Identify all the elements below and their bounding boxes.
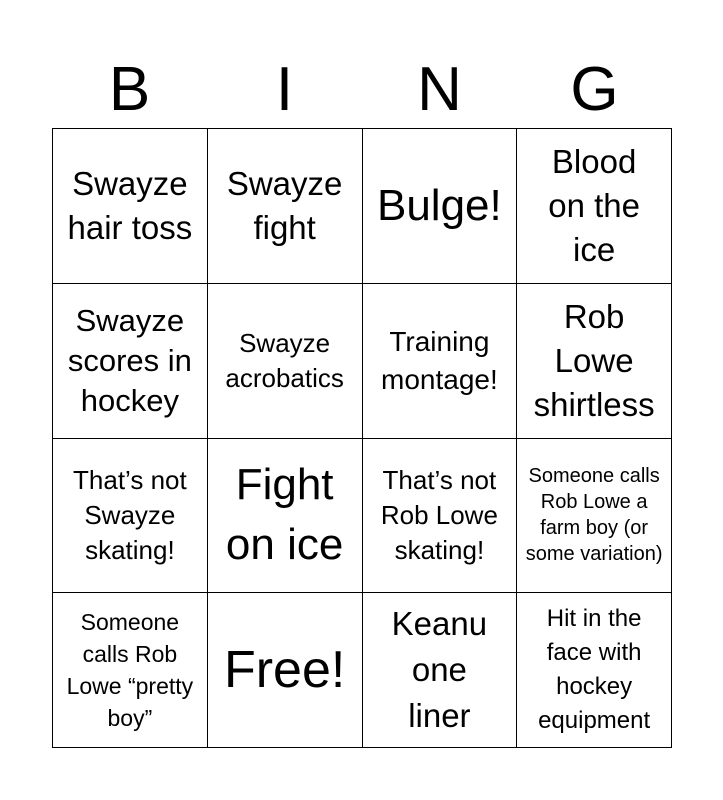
cell-text: Swayze fight [226, 164, 343, 246]
bingo-cell[interactable] [363, 439, 518, 594]
cell-text: Swayze hair toss [67, 164, 193, 246]
bingo-header [52, 52, 672, 128]
bingo-cell[interactable] [517, 439, 672, 594]
cell-text: That’s not Rob Lowe skating! [380, 464, 498, 565]
free-space-cell[interactable] [208, 593, 363, 748]
free-space-text: Free! [223, 641, 346, 700]
header-letter-i: I [275, 55, 294, 124]
header-letter-g: G [570, 55, 619, 124]
cell-text: Bulge! [376, 180, 502, 230]
cell-text: Blood on the ice [548, 142, 640, 268]
cell-text: That’s not Swayze skating! [73, 464, 187, 565]
header-letter-n: N [417, 55, 462, 124]
cell-text: Someone calls Rob Lowe “pretty boy” [66, 609, 194, 732]
header-letter-b: B [108, 55, 151, 124]
cell-text: Hit in the face with hockey equipment [538, 605, 651, 735]
bingo-grid [52, 128, 672, 748]
bingo-cell[interactable] [363, 284, 518, 439]
cell-text: Rob Lowe shirtless [533, 297, 655, 423]
cell-text: Someone calls Rob Lowe a farm boy (or some variation) [525, 465, 663, 566]
cell-text: Training montage! [381, 325, 498, 395]
bingo-cell[interactable] [517, 129, 672, 284]
cell-text: Swayze scores in hockey [67, 302, 192, 418]
bingo-cell[interactable] [53, 284, 208, 439]
bingo-cell[interactable] [208, 439, 363, 594]
bingo-cell[interactable] [363, 129, 518, 284]
bingo-cell[interactable] [53, 593, 208, 748]
bingo-cell[interactable] [363, 593, 518, 748]
bingo-cell[interactable] [53, 439, 208, 594]
bingo-cell[interactable] [53, 129, 208, 284]
bingo-cell[interactable] [208, 284, 363, 439]
cell-text: Keanu one liner [391, 605, 488, 735]
bingo-cell[interactable] [517, 284, 672, 439]
cell-text: Fight on ice [225, 460, 344, 570]
bingo-cell[interactable] [208, 129, 363, 284]
bingo-cell[interactable] [517, 593, 672, 748]
cell-text: Swayze acrobatics [225, 327, 344, 393]
